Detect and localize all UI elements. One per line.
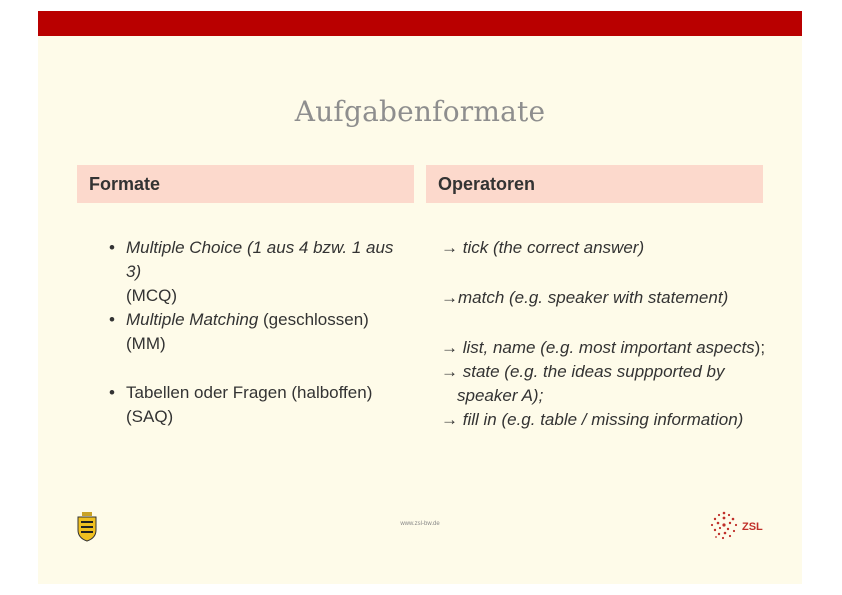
zsl-logo — [708, 509, 770, 543]
format-mcq-code: (MCQ) — [126, 286, 177, 305]
arrow-right-icon: → — [441, 410, 458, 429]
footer-url: www.zsl-bw.de — [400, 521, 440, 527]
arrow-right-icon: → — [441, 288, 458, 307]
operators-header: Operatoren — [426, 165, 763, 203]
operator-tick: → tick (the correct answer) — [441, 238, 645, 257]
bullet: • — [109, 238, 115, 257]
coat-of-arms-icon — [76, 512, 98, 542]
operator-match: →match (e.g. speaker with statement) — [441, 288, 729, 307]
list-item — [106, 236, 411, 308]
bullet: • — [109, 383, 115, 402]
operator-fill-in: → fill in (e.g. table / missing information) — [441, 410, 744, 429]
operator-list: → list, name (e.g. most important aspects); — [441, 338, 766, 357]
format-mm-note: (geschlossen) — [258, 310, 369, 329]
list-item — [106, 381, 411, 429]
formats-list — [106, 236, 411, 429]
arrow-right-icon: → — [441, 238, 458, 257]
format-saq-label: Tabellen oder Fragen (halboffen) — [126, 383, 373, 402]
format-saq-code: (SAQ) — [126, 407, 174, 426]
arrow-right-icon: → — [441, 338, 458, 357]
arrow-right-icon: → — [441, 362, 458, 381]
operator-state: → state (e.g. the ideas suppported by speaker A); — [441, 362, 725, 405]
slide — [38, 11, 802, 584]
slide-title: Aufgabenformate — [294, 95, 546, 128]
format-mcq-label: Multiple Choice (1 aus 4 bzw. 1 aus 3) — [126, 238, 394, 281]
formats-header: Formate — [77, 165, 414, 203]
top-bar — [38, 11, 802, 36]
list-item — [106, 308, 411, 356]
format-mm-code: (MM) — [126, 334, 166, 353]
svg-text:ZSL: ZSL — [742, 521, 763, 533]
bullet: • — [109, 310, 115, 329]
operators-list — [441, 236, 771, 432]
format-mm-label: Multiple Matching — [126, 310, 259, 329]
